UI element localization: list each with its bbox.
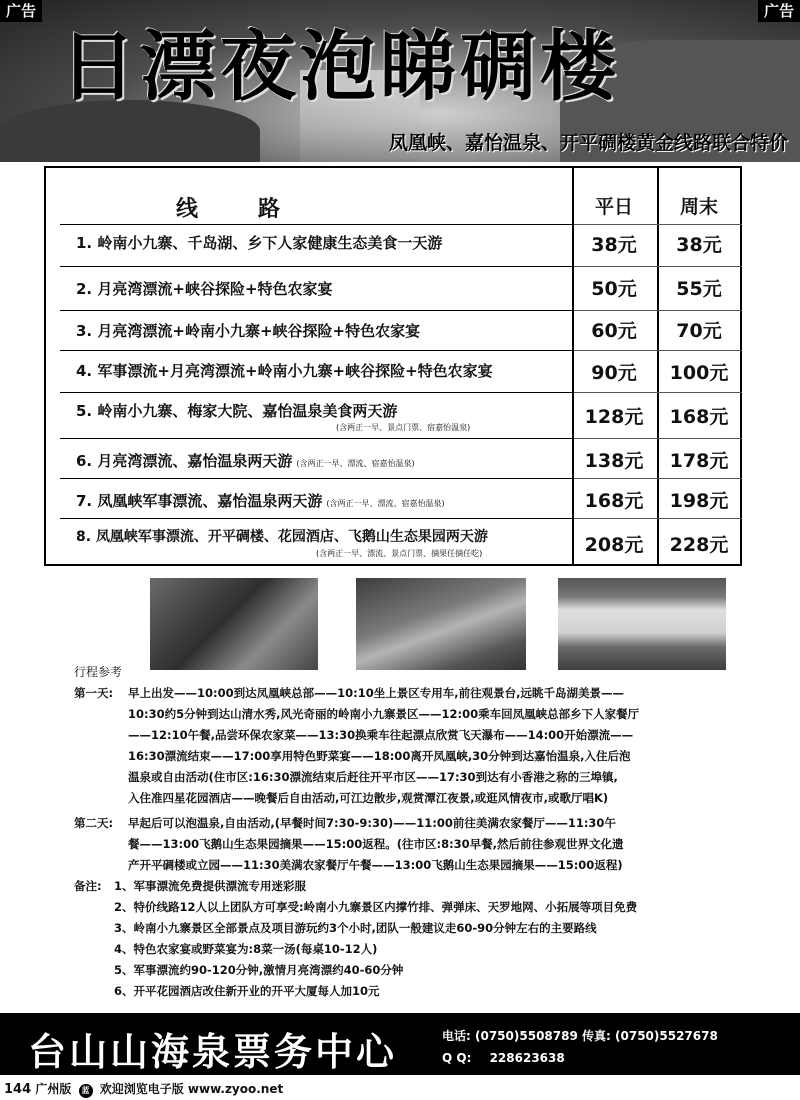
row-number: 3. xyxy=(76,322,93,340)
route-note: (含两正一早、景点门票、宿嘉怡温泉) xyxy=(336,423,471,432)
day2-line: 早起后可以泡温泉,自由活动,(早餐时间7:30-9:30)——11:00前往美满农家餐厅——11:30午 xyxy=(128,816,616,830)
day2-label: 第二天: xyxy=(74,816,114,830)
weekday-price: 138元 xyxy=(584,450,644,472)
row-divider xyxy=(60,266,578,267)
page-number: 144 xyxy=(4,1082,32,1097)
site-tagline[interactable]: 欢迎浏览电子版 www.zyoo.net xyxy=(99,1082,284,1096)
footer-bar xyxy=(0,1013,800,1075)
row-number: 1. xyxy=(76,234,93,252)
weekend-price: 55元 xyxy=(676,278,722,300)
qq-line xyxy=(442,1051,565,1065)
row-divider xyxy=(60,518,578,519)
note-item: 4、特色农家宴或野菜宴为:8菜一汤(每桌10-12人) xyxy=(114,942,378,956)
row-divider xyxy=(60,438,578,439)
row-number: 6. xyxy=(76,452,93,470)
page-title: 日漂夜泡睇碉楼 xyxy=(60,22,620,111)
route-note: (含两正一早、漂流、宿嘉怡温泉) xyxy=(296,459,415,468)
route-name: 军事漂流+月亮湾漂流+岭南小九寨+峡谷探险+特色农家宴 xyxy=(97,362,493,380)
ad-label-right: 广告 xyxy=(758,0,800,22)
route-name: 岭南小九寨、梅家大院、嘉怡温泉美食两天游 xyxy=(97,402,398,420)
day1-line: ——12:10午餐,品尝环保农家菜——13:30换乘车往起漂点欣赏飞天瀑布——14:00开始漂流—— xyxy=(128,728,634,742)
weekday-price: 38元 xyxy=(591,234,637,256)
weekend-price: 100元 xyxy=(669,362,729,384)
itinerary-section xyxy=(74,662,774,1002)
weekend-price: 38元 xyxy=(676,234,722,256)
day1-line: 温泉或自由活动(住市区:16:30漂流结束后赶往开平市区——17:30到达有小香港之称的三埠镇, xyxy=(128,770,618,784)
fax-label: 传真: xyxy=(582,1029,611,1043)
weekday-price: 50元 xyxy=(591,278,637,300)
day2-line: 餐——13:00飞鹅山生态果园摘果——15:00返程。(往市区:8:30早餐,然后前往参观世界文化遗 xyxy=(128,837,624,851)
row-divider xyxy=(574,478,742,479)
route-name: 月亮湾漂流+峡谷探险+特色农家宴 xyxy=(97,280,333,298)
weekend-price: 228元 xyxy=(669,534,729,556)
scenery-photo xyxy=(356,578,526,670)
day1-line: 10:30约5分钟到达山清水秀,风光奇丽的岭南小九寨景区——12:00乘车回凤凰峡总部乡下人家餐厅 xyxy=(128,707,640,721)
route-name: 岭南小九寨、千岛湖、乡下人家健康生态美食一天游 xyxy=(97,234,443,252)
row-number: 4. xyxy=(76,362,93,380)
row-divider xyxy=(60,392,578,393)
weekday-price: 90元 xyxy=(591,362,637,384)
note-item: 5、军事漂流约90-120分钟,激情月亮湾漂约40-60分钟 xyxy=(114,963,404,977)
route-name: 凤凰峡军事漂流、嘉怡温泉两天游 xyxy=(97,492,323,510)
note-item: 6、开平花园酒店改住新开业的开平大厦每人加10元 xyxy=(114,984,380,998)
row-divider xyxy=(574,438,742,439)
phone-number: (0750)5508789 xyxy=(475,1029,578,1043)
waterfall-photo xyxy=(558,578,726,670)
row-number: 8. xyxy=(76,529,92,545)
route-note: (含两正一早、漂流、景点门票、摘果任摘任吃) xyxy=(316,549,483,558)
header-weekend: 周末 xyxy=(679,196,718,218)
day1-line: 早上出发——10:00到达凤凰峡总部——10:10坐上景区专用车,前往观景台,远眺千岛湖美景—— xyxy=(128,686,624,700)
note-item: 3、岭南小九寨景区全部景点及项目游玩约3个小时,团队一般建议走60-90分钟左右的主要路线 xyxy=(114,921,597,935)
day1-line: 16:30漂流结束——17:00享用特色野菜宴——18:00离开凤凰峡,30分钟到达嘉怡温泉,入住后泡 xyxy=(128,749,631,763)
qq-number: 228623638 xyxy=(489,1051,565,1065)
weekday-price: 60元 xyxy=(591,320,637,342)
row-divider xyxy=(574,224,742,225)
route-name: 凤凰峡军事漂流、开平碉楼、花园酒店、飞鹅山生态果园两天游 xyxy=(95,529,488,545)
day2-block xyxy=(74,813,774,876)
row-divider xyxy=(574,392,742,393)
row-number: 2. xyxy=(76,280,93,298)
route-note: (含两正一早、漂流、宿嘉怡温泉) xyxy=(326,499,445,508)
route-name: 月亮湾漂流+岭南小九寨+峡谷探险+特色农家宴 xyxy=(97,322,421,340)
row-divider xyxy=(60,310,578,311)
company-name: 台山山海泉票务中心 xyxy=(28,1030,398,1074)
weekend-price: 178元 xyxy=(669,450,729,472)
page-subtitle: 凤凰峡、嘉怡温泉、开平碉楼黄金线路联合特价 xyxy=(388,132,788,154)
itinerary-heading: 行程参考 xyxy=(74,665,123,679)
note-item: 1、军事漂流免费提供漂流专用迷彩服 xyxy=(114,879,306,893)
weekend-price: 70元 xyxy=(676,320,722,342)
header-weekday: 平日 xyxy=(594,196,633,218)
row-divider xyxy=(60,224,578,225)
row-divider xyxy=(574,310,742,311)
row-divider xyxy=(574,350,742,351)
qq-label: Q Q: xyxy=(442,1051,472,1065)
note-item: 2、特价线路12人以上团队方可享受:岭南小九寨景区内撑竹排、弹弹床、天罗地网、小拓展等项目免费 xyxy=(114,900,638,914)
weekday-price: 208元 xyxy=(584,534,644,556)
ad-label-left: 广告 xyxy=(0,0,42,22)
row-divider xyxy=(574,266,742,267)
day2-line: 产开平碉楼或立园——11:30美满农家餐厅午餐——13:00飞鹅山生态果园摘果——15:00返程) xyxy=(128,858,623,872)
row-divider xyxy=(60,350,578,351)
route-name: 月亮湾漂流、嘉怡温泉两天游 xyxy=(97,452,293,470)
day1-line: 入住准四星花园酒店——晚餐后自由活动,可江边散步,观赏潭江夜景,或逛风情夜市,或歌厅唱K) xyxy=(128,791,609,805)
header-banner xyxy=(0,0,800,162)
contact-line xyxy=(442,1027,718,1044)
weekday-price: 128元 xyxy=(584,406,644,428)
notes-block xyxy=(74,876,774,1002)
row-divider xyxy=(574,518,742,519)
row-number: 7. xyxy=(76,492,93,510)
weekend-price: 168元 xyxy=(669,406,729,428)
edition-label: 广州版 xyxy=(35,1082,72,1096)
header-route: 线路 xyxy=(176,197,341,222)
row-number: 5. xyxy=(76,402,93,420)
price-table xyxy=(44,166,742,566)
brand-logo-icon: 蓝 xyxy=(79,1084,93,1098)
notes-label: 备注: xyxy=(74,879,102,893)
fax-number: (0750)5527678 xyxy=(615,1029,718,1043)
day1-block xyxy=(74,683,774,809)
weekday-price: 168元 xyxy=(584,490,644,512)
row-divider xyxy=(60,478,578,479)
day1-label: 第一天: xyxy=(74,686,114,700)
page-footer xyxy=(0,1080,283,1098)
phone-label: 电话: xyxy=(442,1029,471,1043)
scenery-photo xyxy=(150,578,318,670)
weekend-price: 198元 xyxy=(669,490,729,512)
